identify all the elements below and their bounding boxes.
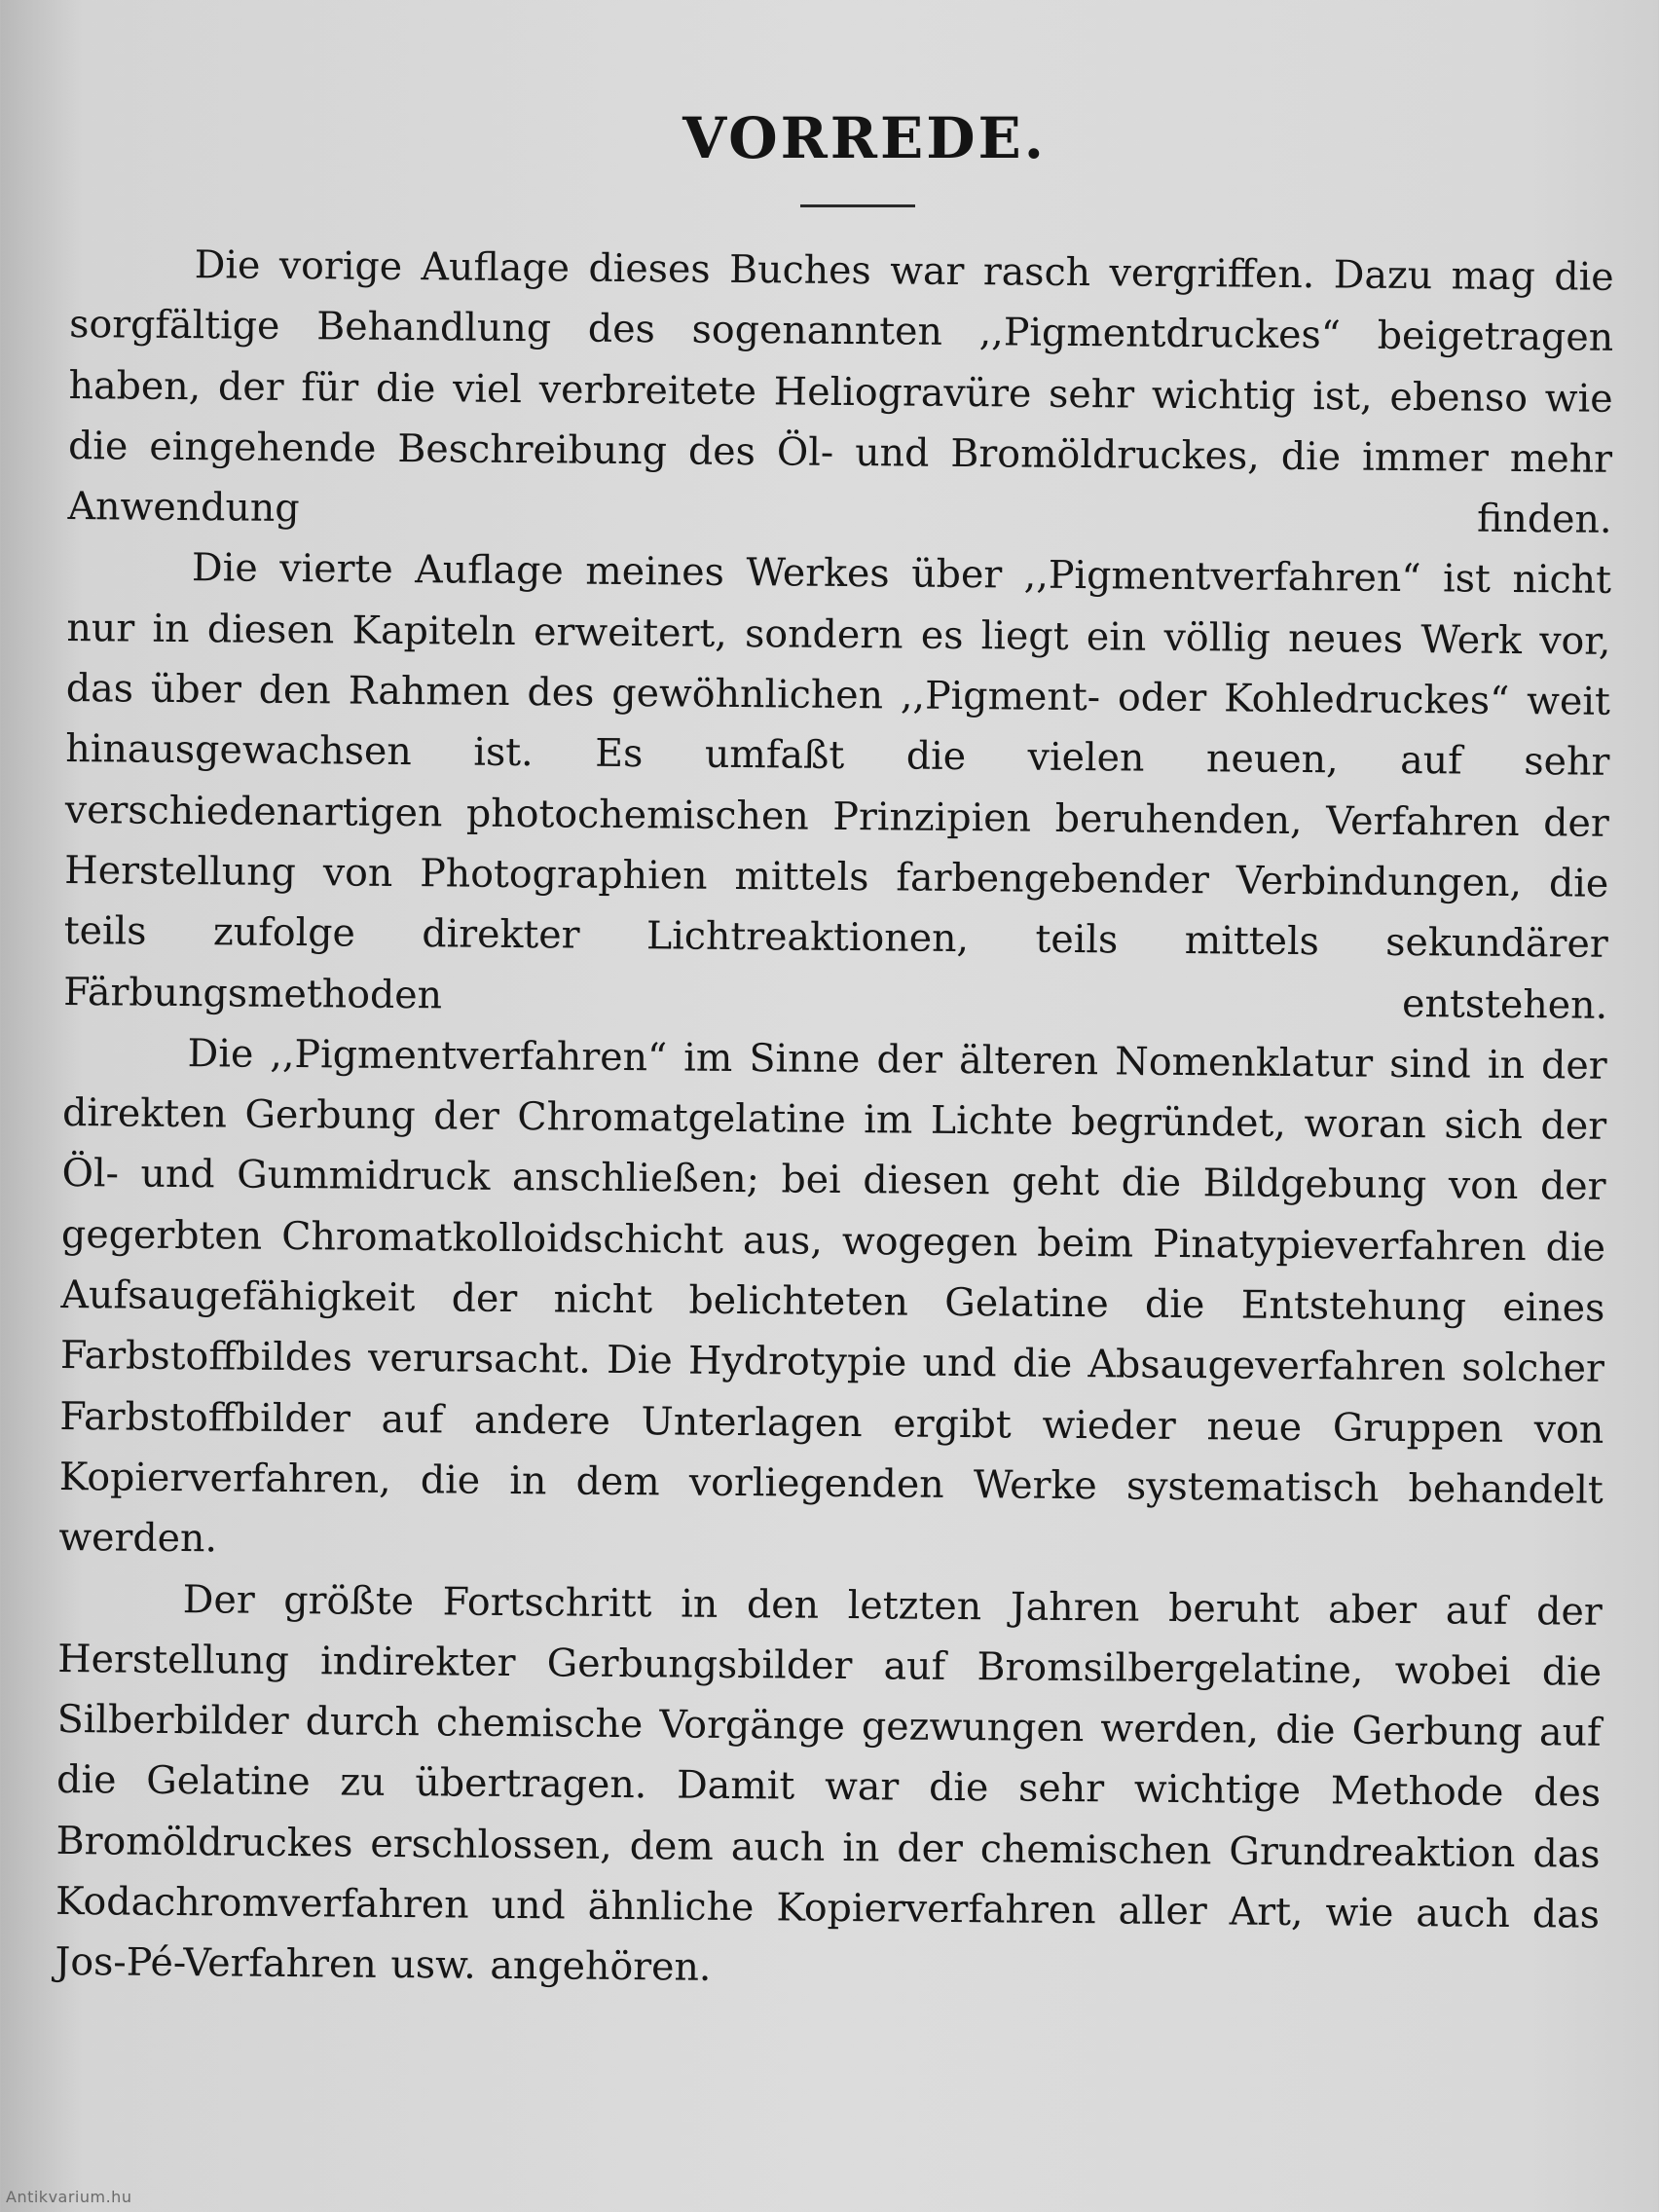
- body-text: [55, 234, 1614, 2006]
- paragraph-1: Die vorige Auflage dieses Buches war rasch vergriffen. Dazu mag die sorgfältige Behandlung des sogenannten ,,Pigmentdruckes“ beigetragen haben, der für die viel verbreitete Heliogravüre sehr wichtig ist, ebenso wie die eingehende Beschreibung des Öl- und Bromöldruckes, die immer mehr Anwendung finden.: [67, 242, 1614, 543]
- paragraph-4: Der größte Fortschritt in den letzten Jahren beruht aber auf der Herstellung indirekter Gerbungsbilder auf Bromsilbergelatine, wobei die Silberbilder durch chemische Vorgänge gezwungen werden, die Gerbung auf die Gelatine zu übertragen. Damit war die sehr wichtige Methode des Bromöldruckes erschlossen, dem auch in der chemischen Grundreaktion das Kodachromverfahren und ähnliche Kopierverfahren aller Art, wie auch das Jos-Pé-Verfahren usw. angehören.: [55, 1576, 1603, 1991]
- paragraph-3: Die ,,Pigmentverfahren“ im Sinne der älteren Nomenklatur sind in der direkten Gerbung der Chromatgelatine im Lichte begründet, woran sich der Öl- und Gummidruck anschließen; bei diesen geht die Bildgebung von der gegerbten Chromatkolloidschicht aus, wogegen beim Pinatypieverfahren die Aufsaugefähigkeit der nicht belichteten Gelatine die Entstehung eines Farbstoffbildes verursacht. Die Hydrotypie und die Absaugeverfahren solcher Farbstoffbilder auf andere Unterlagen ergibt wieder neue Gruppen von Kopierverfahren, die in dem vorliegenden Werke systematisch behandelt werden.: [58, 1030, 1607, 1562]
- paragraph-2: Die vierte Auflage meines Werkes über ,,Pigmentverfahren“ ist nicht nur in diesen Kapiteln erweitert, sondern es liegt ein völlig neues Werk vor, das über den Rahmen des gewöhnlichen ,,Pigment- oder Kohledruckes“ weit hinausgewachsen ist. Es umfaßt die vielen neuen, auf sehr verschiedenartigen photochemischen Prinzipien beruhenden, Verfahren der Herstellung von Photographien mittels farbengebender Verbindungen, die teils zufolge direkter Lichtreaktionen, teils mittels sekundärer Färbungsmethoden entstehen.: [63, 545, 1612, 1028]
- watermark: Antikvarium.hu: [6, 2188, 132, 2206]
- page-title: VORREDE.: [682, 105, 1047, 171]
- title-rule: [800, 204, 915, 207]
